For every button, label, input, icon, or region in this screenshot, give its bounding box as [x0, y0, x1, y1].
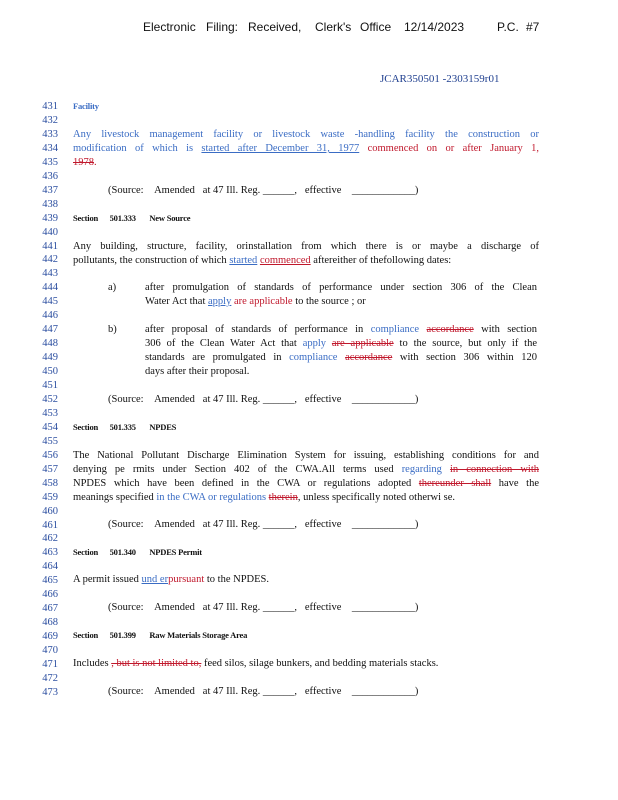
s399-line-1: Includes , but is not limited to, feed silos, silage bunkers, and bedding materials stacks. [73, 658, 439, 669]
line-number: 443 [42, 268, 58, 280]
facility-heading: Facility [73, 101, 99, 111]
line-number: 448 [42, 338, 58, 350]
header-office: Office [360, 20, 392, 34]
s335-line-4: meanings specified in the CWA or regulations therein, unless specifically noted otherwi se. [73, 492, 455, 503]
line-number: 442 [42, 254, 58, 266]
line-number: 452 [42, 393, 58, 405]
s333-b-line-4: days after their proposal. [145, 366, 250, 377]
line-number: 465 [42, 575, 58, 587]
source-note-1: (Source: Amended at 47 Ill. Reg. ______, effective ____________) [108, 185, 419, 196]
line-number: 457 [42, 463, 58, 475]
line-number: 473 [42, 686, 58, 698]
line-number: 453 [42, 407, 58, 419]
line-number: 470 [42, 645, 58, 657]
line-number: 454 [42, 421, 58, 433]
line-number: 458 [42, 477, 58, 489]
line-number: 464 [42, 561, 58, 573]
section-501-399-heading: Section 501.399 Raw Materials Storage Area [73, 630, 248, 640]
s340-line-1: A permit issued und erpursuant to the NPDES. [73, 574, 270, 585]
facility-line-3: 1978. [73, 157, 97, 168]
s333-b-line-3: standards are promulgated in compliance accordance with section 306 within 120 [145, 352, 537, 363]
s333-a-label: a) [108, 282, 117, 293]
header-filing: Filing: [206, 20, 239, 34]
line-number: 460 [42, 505, 58, 517]
facility-line-2: modification of which is started after December 31, 1977 commenced on or after January 1, [73, 143, 540, 154]
line-number: 433 [42, 128, 58, 140]
source-note-5: (Source: Amended at 47 Ill. Reg. ______, effective ____________) [108, 686, 419, 697]
line-number: 461 [42, 519, 58, 531]
line-number: 456 [42, 449, 58, 461]
s333-a-line-2: Water Act that apply are applicable to the source ; or [145, 296, 366, 307]
header-received: Received, [248, 20, 302, 34]
line-number: 467 [42, 603, 58, 615]
line-number: 468 [42, 617, 58, 629]
line-number: 435 [42, 156, 58, 168]
s335-line-3: NPDES which have been defined in the CWA or regulations adopted thereunder shall have the [73, 478, 539, 489]
line-number: 441 [42, 240, 58, 252]
line-number: 449 [42, 352, 58, 364]
facility-line-1: Any livestock management facility or livestock waste -handling facility the construction or [73, 129, 539, 140]
header-num: #7 [526, 20, 540, 34]
line-number: 471 [42, 659, 58, 670]
header-pc: P.C. [497, 20, 519, 34]
line-number: 469 [42, 631, 58, 643]
line-number: 439 [42, 212, 58, 224]
header-clerks: Clerk's [315, 20, 352, 34]
s333-line-2: pollutants, the construction of which started commenced aftereither of thefollowing dates: [73, 255, 452, 266]
line-number: 436 [42, 170, 58, 182]
line-number: 459 [42, 491, 58, 503]
source-note-2: (Source: Amended at 47 Ill. Reg. ______, effective ____________) [108, 394, 419, 405]
s333-b-label: b) [108, 324, 117, 335]
s335-line-1: The National Pollutant Discharge Elimination System for issuing, establishing conditions for and [73, 450, 539, 461]
s333-line-1: Any building, structure, facility, orinstallation from which there is or maybe a discharge of [73, 241, 539, 252]
line-number: 447 [42, 324, 58, 336]
line-number: 432 [42, 114, 58, 126]
section-501-335-heading: Section 501.335 NPDES [73, 422, 177, 432]
line-number: 463 [42, 547, 58, 559]
line-number: 455 [42, 435, 58, 447]
line-number: 446 [42, 310, 58, 322]
section-501-340-heading: Section 501.340 NPDES Permit [73, 547, 202, 557]
s333-b-line-2: 306 of the Clean Water Act that apply are applicable to the source, but only if the [145, 338, 537, 349]
line-number: 434 [42, 142, 58, 154]
line-number: 445 [42, 296, 58, 308]
line-number: 462 [42, 533, 58, 545]
header-date: 12/14/2023 [404, 20, 465, 34]
header-electronic: Electronic [143, 20, 196, 34]
s333-a-line-1: after promulgation of standards of performance under section 306 of the Clean [145, 282, 537, 293]
s333-b-line-1: after proposal of standards of performance in compliance accordance with section [145, 324, 537, 335]
line-number: 451 [42, 380, 58, 391]
line-number: 438 [42, 198, 58, 210]
line-number: 440 [42, 226, 58, 238]
line-number: 450 [42, 366, 58, 378]
doc-id: JCAR350501 -2303159r01 [380, 73, 500, 85]
source-note-4: (Source: Amended at 47 Ill. Reg. ______, effective ____________) [108, 602, 419, 613]
line-number: 466 [42, 589, 58, 601]
section-501-333-heading: Section 501.333 New Source [73, 213, 191, 223]
line-number: 437 [42, 184, 58, 196]
line-number: 472 [42, 672, 58, 684]
line-number: 431 [42, 101, 58, 112]
line-number: 444 [42, 282, 58, 294]
source-note-3: (Source: Amended at 47 Ill. Reg. ______, effective ____________) [108, 519, 419, 530]
s335-line-2: denying pe rmits under Section 402 of the CWA.All terms used regarding in connection with [73, 464, 540, 475]
